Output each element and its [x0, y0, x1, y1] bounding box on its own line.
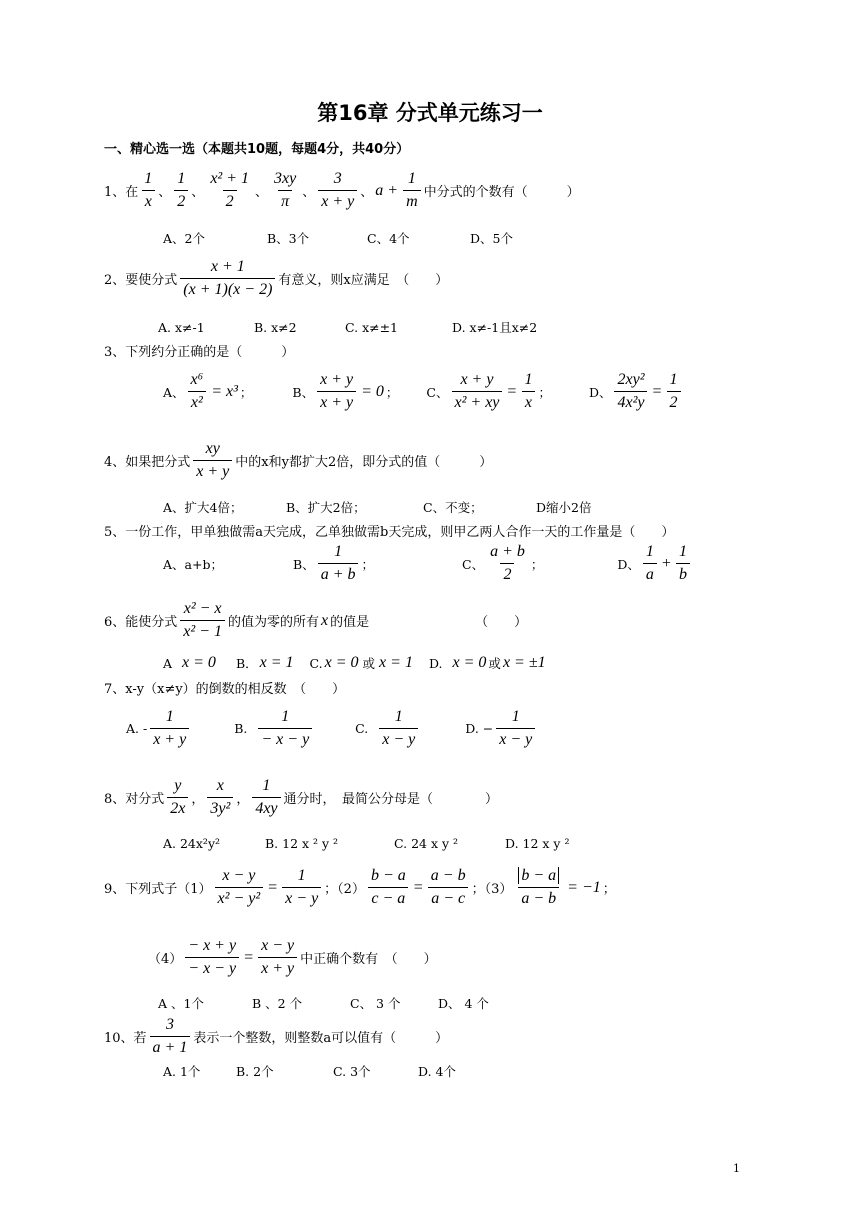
q1-option-d: D、5个 — [470, 231, 513, 246]
q2-option-a: A. x≠-1 — [158, 319, 205, 335]
q5-option-c-fraction: $\frac{a + b}{2}$ — [490, 543, 525, 583]
q5-options: A、a+b； B、 $\frac{1}{a + b}$ ； C、 $\frac{a + b}{2}$ ； D、 $\frac{1}{a}$ + $\frac{1}{b}$ — [163, 543, 693, 584]
q1-fraction-2: $\frac{1}{2}$ — [174, 170, 188, 211]
q3-options: A、 $\frac{\text{x⁶}}{\text{x²}}$ = x³ ； B、 $\frac{x + y}{x + y}$ = 0 ； C、 $\frac{x + y}{\text{x² + xy}}$ = $\frac{1}{x}$ ； D、 $\frac{\text{2xy²}}{\text{4x²y}}$ = $\frac{1}{2}$ — [163, 371, 684, 412]
page-number: 1 — [733, 1162, 740, 1175]
q1-fraction-3: $\frac{\text{x² + 1}}{2}$ — [210, 170, 250, 210]
q6-option-b: x = 1 — [259, 654, 294, 671]
q4-options — [163, 498, 591, 516]
q6-options: A x = 0 B． x = 1 C. x = 0 或 x = 1 D. x = 0 或 x = ±1 — [163, 654, 546, 671]
q3-option-c-fraction: $\frac{x + y}{\text{x² + xy}}$ — [452, 371, 503, 412]
q1-prefix: 1、在 — [104, 185, 139, 200]
q4-option-c: C、不变； — [423, 500, 483, 515]
q9-option-d: D、 4 个 — [438, 996, 489, 1011]
q8-option-b: B. 12 x ² y ² — [265, 836, 339, 851]
q6-option-c: x = 0 — [324, 654, 359, 671]
q3-option-a-fraction: $\frac{\text{x⁶}}{\text{x²}}$ — [188, 371, 207, 412]
q1-a-plus: a + — [375, 181, 399, 199]
q9-option-b: B 、2 个 — [252, 996, 303, 1011]
q2-options — [158, 318, 537, 336]
q10-fraction: $\frac{3}{a + 1}$ — [150, 1016, 191, 1057]
page-title: 第16章 分式单元练习一 — [317, 101, 543, 125]
q8-fraction-3: $\frac{1}{4xy}$ — [252, 777, 280, 818]
q9-option-a: A 、1个 — [158, 996, 204, 1011]
q2-option-d: D. x≠-1且x≠2 — [452, 320, 538, 335]
q9-expr-4-rhs: $\frac{x - y}{x + y}$ — [258, 937, 297, 978]
q1-fraction-4: $\frac{3xy}{\pi}$ — [274, 170, 297, 210]
question-9-part-4: （4） $\frac{- x + y}{- x - y}$ = $\frac{x - y}{x + y}$ 中正确个数有 （ ） — [148, 937, 437, 977]
q9-option-c: C、 3 个 — [350, 996, 401, 1011]
q4-option-d: D缩小2倍 — [536, 500, 592, 515]
q10-option-a: A. 1个 — [163, 1064, 201, 1079]
q3-option-b-fraction: $\frac{x + y}{x + y}$ — [317, 371, 356, 412]
q8-option-a: A. 24x²y² — [163, 836, 221, 851]
q5-option-d-fraction-1: $\frac{1}{a}$ — [643, 543, 657, 584]
q9-expr-2-rhs: $\frac{a - b}{a - c}$ — [428, 867, 469, 908]
q5-option-b-fraction: $\frac{1}{a + b}$ — [318, 543, 359, 584]
q2-option-b: B. x≠2 — [254, 319, 297, 335]
question-1: 1、在 $\frac{1}{x}$ 、 $\frac{1}{2}$ 、 $\frac{\text{x² + 1}}{2}$ 、 $\frac{3xy}{\pi}$ 、 $\frac{3}{x + y}$ 、 a + $\frac{1}{m}$ 中分式的个数有（ ） — [104, 170, 580, 210]
q9-expr-1-lhs: $\frac{x - y}{\text{x² − y²}}$ — [215, 867, 264, 908]
q6-option-d: x = 0 — [452, 654, 487, 671]
question-10: 10、若 $\frac{3}{a + 1}$ 表示一个整数，则整数a可以值有（ ） — [104, 1016, 449, 1056]
q1-option-c: C、4个 — [367, 231, 410, 246]
q8-options — [163, 836, 569, 851]
q1-option-b: B、3个 — [267, 231, 310, 246]
q5-option-d-fraction-2: $\frac{1}{b}$ — [676, 543, 690, 584]
q1-options — [163, 229, 513, 247]
q7-option-d-fraction: $\frac{1}{x - y}$ — [496, 708, 535, 749]
question-8: 8、对分式 $\frac{y}{2x}$ ， $\frac{x}{\text{3y²}}$ ， $\frac{1}{4xy}$ 通分时， 最简公分母是（ ） — [104, 777, 499, 817]
question-5: 5、一份工作，甲单独做需a天完成，乙单独做需b天完成，则甲乙两人合作一天的工作量是（ ） — [104, 525, 675, 540]
q9-expr-4-lhs: $\frac{- x + y}{- x - y}$ — [185, 937, 239, 978]
q10-option-b: B. 2个 — [236, 1064, 274, 1079]
q6-fraction: $\frac{\text{x² − x}}{\text{x² − 1}}$ — [180, 600, 225, 641]
q8-fraction-1: $\frac{y}{2x}$ — [167, 777, 188, 818]
question-7: 7、x-y（x≠y）的倒数的相反数 （ ） — [104, 682, 346, 697]
q4-option-a: A、扩大4倍； — [163, 500, 243, 515]
q1-fraction-1: $\frac{1}{x}$ — [141, 170, 155, 211]
q10-options — [163, 1062, 456, 1080]
q4-fraction: $\frac{xy}{x + y}$ — [193, 440, 232, 481]
question-9: 9、下列式子（1） $\frac{x - y}{\text{x² − y²}}$ = $\frac{1}{x - y}$ ；（2） $\frac{b - a}{c - a}$ = $\frac{a - b}{a - c}$ ；（3） $\frac{b - a}{a - b}$ = −1 ； — [104, 867, 616, 907]
q7-option-c-fraction: $\frac{1}{x - y}$ — [379, 708, 418, 749]
q8-option-d: D. 12 x y ² — [505, 836, 570, 851]
q9-options — [158, 994, 489, 1012]
q9-expr-2-lhs: $\frac{b - a}{c - a}$ — [368, 867, 409, 908]
question-4: 4、如果把分式 $\frac{xy}{x + y}$ 中的x和y都扩大2倍，即分式的值（ ） — [104, 440, 493, 480]
question-2: 2、要使分式 $\frac{x + 1}{(x + 1)(x - 2)}$ 有意义，则x应满足 （ ） — [104, 258, 449, 298]
q2-option-c: C. x≠±1 — [345, 319, 399, 335]
q8-fraction-2: $\frac{x}{\text{3y²}}$ — [207, 777, 233, 818]
q7-options: A. - $\frac{1}{x + y}$ B. $\frac{1}{- x - y}$ C. $\frac{1}{x - y}$ D. − $\frac{1}{x - y}$ — [126, 708, 538, 749]
q1-option-a: A、2个 — [163, 231, 205, 246]
q6-option-a: x = 0 — [182, 654, 216, 671]
q1-fraction-5: $\frac{3}{x + y}$ — [318, 170, 357, 211]
q10-option-d: D. 4个 — [418, 1064, 456, 1079]
q4-option-b: B、扩大2倍； — [286, 500, 366, 515]
q5-option-a: A、a+b； — [163, 556, 223, 572]
q10-option-c: C. 3个 — [333, 1064, 371, 1079]
q2-fraction: $\frac{x + 1}{(x + 1)(x - 2)}$ — [180, 258, 275, 299]
q3-option-d-fraction: $\frac{\text{2xy²}}{\text{4x²y}}$ — [614, 371, 647, 412]
section-heading: 一、精心选一选（本题共10题，每题4分，共40分） — [104, 142, 410, 157]
question-3: 3、下列约分正确的是（ ） — [104, 345, 295, 360]
q9-expr-1-rhs: $\frac{1}{x - y}$ — [282, 867, 321, 908]
q1-fraction-6: $\frac{1}{m}$ — [403, 170, 421, 211]
q9-expr-3-lhs: $\frac{b - a}{a - b}$ — [515, 867, 562, 908]
question-6: 6、能使分式 $\frac{\text{x² − x}}{\text{x² − 1}}$ 的值为零的所有 x 的值是 （ ） — [104, 600, 528, 640]
q8-option-c: C. 24 x y ² — [394, 836, 459, 851]
q7-option-b-fraction: $\frac{1}{- x - y}$ — [258, 708, 312, 749]
q7-option-a-fraction: $\frac{1}{x + y}$ — [150, 708, 189, 749]
